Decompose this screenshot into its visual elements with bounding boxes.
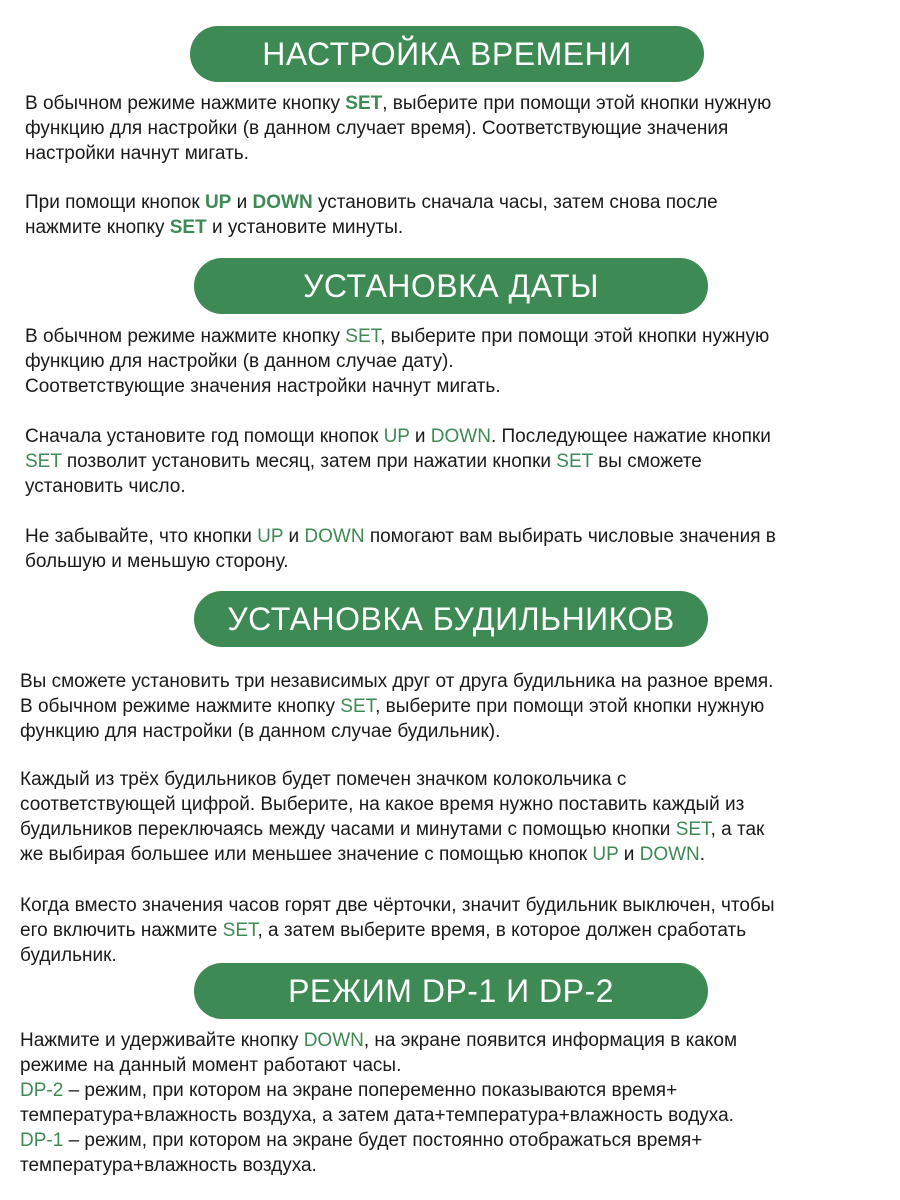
text-segment: В обычном режиме нажмите кнопку xyxy=(25,93,346,114)
paragraph-line xyxy=(25,449,771,474)
text-segment: и установите минуты. xyxy=(206,217,404,238)
paragraph-line xyxy=(20,1028,737,1053)
text-segment: и xyxy=(409,426,431,447)
paragraph-line xyxy=(20,1128,737,1153)
button-keyword: SET xyxy=(340,696,376,717)
section-heading-time-setting: НАСТРОЙКА ВРЕМЕНИ xyxy=(190,26,704,82)
paragraph-line xyxy=(25,424,771,449)
text-segment: , выберите при помощи этой кнопки нужную xyxy=(375,696,765,717)
button-keyword: DOWN xyxy=(252,192,313,213)
button-keyword: SET xyxy=(345,326,381,347)
button-keyword: SET xyxy=(556,451,593,472)
button-keyword: DOWN xyxy=(304,526,365,547)
paragraph-line xyxy=(25,374,769,399)
text-segment: Каждый из трёх будильников будет помечен значком колокольчика с xyxy=(20,769,627,790)
text-segment: , выберите при помощи этой кнопки нужную xyxy=(382,93,772,114)
text-segment: Нажмите и удерживайте кнопку xyxy=(20,1030,304,1051)
paragraph xyxy=(20,893,775,968)
text-segment: Не забывайте, что кнопки xyxy=(25,526,258,547)
text-segment: большую и меньшую сторону. xyxy=(25,551,289,572)
text-segment: Соответствующие значения настройки начнут мигать. xyxy=(25,376,501,397)
paragraph-line xyxy=(25,116,771,141)
paragraph-line xyxy=(25,91,771,116)
paragraph-line xyxy=(20,817,764,842)
text-segment: Сначала установите год помощи кнопок xyxy=(25,426,384,447)
text-segment: , выберите при помощи этой кнопки нужную xyxy=(380,326,770,347)
paragraph-line xyxy=(25,324,769,349)
text-segment: , а так xyxy=(710,819,765,840)
text-segment: позволит установить месяц, затем при нажатии кнопки xyxy=(61,451,557,472)
text-segment: – режим, при котором на экране будет постоянно отображаться время+ xyxy=(63,1130,703,1151)
button-keyword: DP-2 xyxy=(20,1080,64,1101)
text-segment: режиме на данный момент работают часы. xyxy=(20,1055,402,1076)
section-heading-date-setting: УСТАНОВКА ДАТЫ xyxy=(194,258,708,314)
button-keyword: UP xyxy=(204,192,232,213)
text-segment: и xyxy=(231,192,253,213)
text-segment: В обычном режиме нажмите кнопку xyxy=(20,696,341,717)
button-keyword: UP xyxy=(257,526,284,547)
paragraph-line xyxy=(25,141,771,166)
text-segment: помогают вам выбирать числовые значения в xyxy=(364,526,776,547)
section-heading-alarm-setting: УСТАНОВКА БУДИЛЬНИКОВ xyxy=(194,591,708,647)
text-segment: В обычном режиме нажмите кнопку xyxy=(25,326,346,347)
text-segment: установить сначала часы, затем снова после xyxy=(312,192,718,213)
paragraph-line xyxy=(20,694,773,719)
button-keyword: DP-1 xyxy=(20,1130,64,1151)
text-segment: настройки начнут мигать. xyxy=(25,143,249,164)
button-keyword: SET xyxy=(345,93,383,114)
paragraph-line xyxy=(20,893,775,918)
paragraph xyxy=(25,424,771,499)
text-segment: нажмите кнопку xyxy=(25,217,170,238)
paragraph-line xyxy=(20,669,773,694)
paragraph-line xyxy=(20,1103,737,1128)
text-segment: Когда вместо значения часов горят две чёрточки, значит будильник выключен, чтобы xyxy=(20,895,775,916)
text-segment: и xyxy=(618,844,640,865)
paragraph-line xyxy=(25,190,718,215)
text-segment: соответствующей цифрой. Выберите, на какое время нужно поставить каждый из xyxy=(20,794,745,815)
paragraph xyxy=(20,669,773,744)
button-keyword: UP xyxy=(592,844,619,865)
text-segment: При помощи кнопок xyxy=(25,192,205,213)
text-segment: будильник. xyxy=(20,945,117,966)
paragraph-line xyxy=(20,719,773,744)
text-segment: , а затем выберите время, в которое должен сработать xyxy=(257,920,747,941)
button-keyword: DOWN xyxy=(639,844,700,865)
text-segment: будильников переключаясь между часами и минутами с помощью кнопки xyxy=(20,819,676,840)
paragraph xyxy=(25,91,771,166)
button-keyword: DOWN xyxy=(303,1030,364,1051)
text-segment: . Последующее нажатие кнопки xyxy=(490,426,771,447)
text-segment: функцию для настройки (в данном случае дату). xyxy=(25,351,454,372)
paragraph-line xyxy=(25,349,769,374)
text-segment: – режим, при котором на экране попеременно показываются время+ xyxy=(63,1080,678,1101)
text-segment: функцию для настройки (в данном случает время). Соответствующие значения xyxy=(25,118,729,139)
paragraph-line xyxy=(20,792,764,817)
paragraph xyxy=(25,324,769,399)
text-segment: температура+влажность воздуха. xyxy=(20,1155,317,1176)
paragraph-line xyxy=(25,215,718,240)
button-keyword: SET xyxy=(169,217,207,238)
paragraph-line xyxy=(20,1153,737,1178)
paragraph-line xyxy=(25,474,771,499)
text-segment: и xyxy=(283,526,305,547)
paragraph-line xyxy=(20,1078,737,1103)
button-keyword: DOWN xyxy=(430,426,491,447)
text-segment: вы сможете xyxy=(592,451,702,472)
paragraph-line xyxy=(20,1053,737,1078)
text-segment: установить число. xyxy=(25,476,186,497)
text-segment: . xyxy=(699,844,706,865)
paragraph xyxy=(20,767,764,867)
text-segment: функцию для настройки (в данном случае будильник). xyxy=(20,721,501,742)
paragraph-line xyxy=(20,842,764,867)
text-segment: Вы сможете установить три независимых друг от друга будильника на разное время. xyxy=(20,671,774,692)
section-heading-dp-mode: РЕЖИМ DP-1 И DP-2 xyxy=(194,963,708,1019)
text-segment: температура+влажность воздуха, а затем дата+температура+влажность водуха. xyxy=(20,1105,734,1126)
paragraph xyxy=(25,524,776,574)
paragraph xyxy=(25,190,718,240)
paragraph-line xyxy=(20,767,764,792)
button-keyword: SET xyxy=(222,920,258,941)
paragraph-line xyxy=(20,918,775,943)
paragraph-line xyxy=(25,524,776,549)
text-segment: его включить нажмите xyxy=(20,920,223,941)
text-segment: же выбирая большее или меньшее значение с помощью кнопок xyxy=(20,844,593,865)
paragraph-line xyxy=(25,549,776,574)
button-keyword: SET xyxy=(25,451,62,472)
paragraph xyxy=(20,1028,737,1178)
text-segment: , на экране появится информация в каком xyxy=(363,1030,738,1051)
button-keyword: UP xyxy=(383,426,410,447)
button-keyword: SET xyxy=(675,819,711,840)
